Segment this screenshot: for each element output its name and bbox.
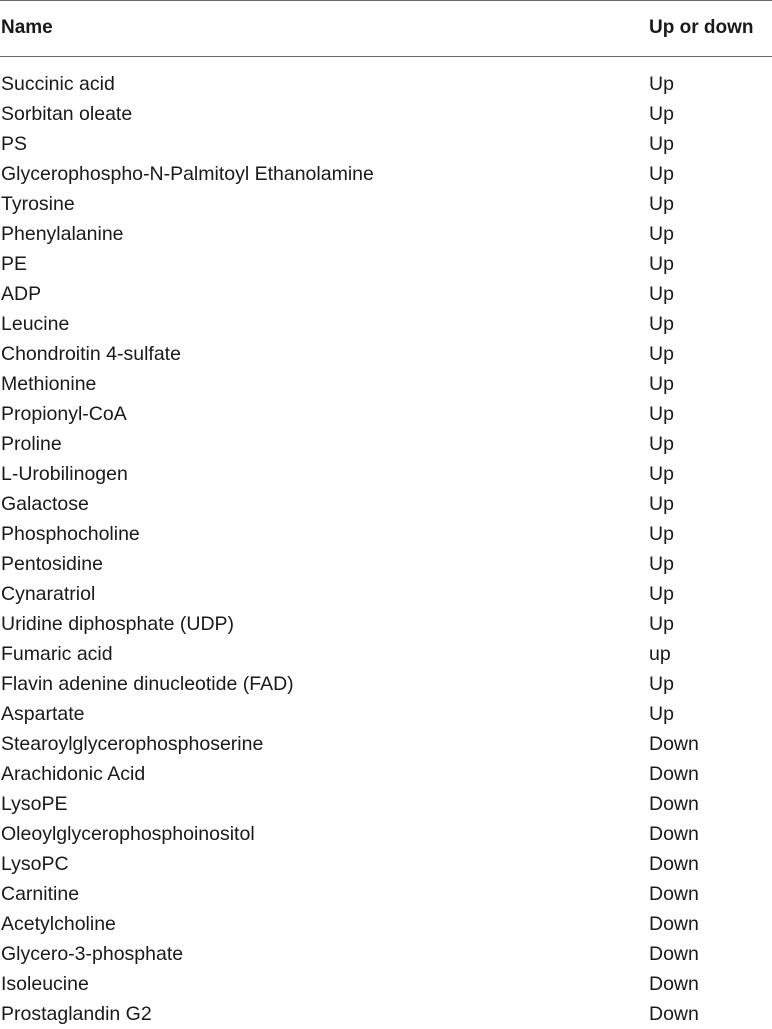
table-row — [0, 279, 772, 309]
cell-metabolite-name: L-Urobilinogen — [1, 463, 128, 485]
table-body — [0, 69, 772, 1029]
cell-metabolite-name: Acetylcholine — [1, 913, 116, 935]
cell-metabolite-name: Aspartate — [1, 703, 85, 725]
cell-regulation-direction: Up — [649, 283, 674, 305]
cell-regulation-direction: Up — [649, 613, 674, 635]
cell-metabolite-name: Isoleucine — [1, 973, 89, 995]
cell-metabolite-name: Cynaratriol — [1, 583, 96, 605]
cell-metabolite-name: LysoPC — [1, 853, 69, 875]
table-row — [0, 939, 772, 969]
cell-metabolite-name: Oleoylglycerophosphoinositol — [1, 823, 255, 845]
table-row — [0, 69, 772, 99]
cell-regulation-direction: Up — [649, 523, 674, 545]
cell-regulation-direction: Down — [649, 943, 699, 965]
table-row — [0, 159, 772, 189]
table-row — [0, 369, 772, 399]
cell-metabolite-name: Stearoylglycerophosphoserine — [1, 733, 264, 755]
cell-metabolite-name: Phosphocholine — [1, 523, 140, 545]
cell-metabolite-name: Tyrosine — [1, 193, 75, 215]
cell-regulation-direction: Up — [649, 223, 674, 245]
cell-metabolite-name: Sorbitan oleate — [1, 103, 133, 125]
cell-regulation-direction: Down — [649, 733, 699, 755]
cell-regulation-direction: Up — [649, 313, 674, 335]
cell-regulation-direction: Up — [649, 193, 674, 215]
table-row — [0, 759, 772, 789]
cell-regulation-direction: Up — [649, 673, 674, 695]
cell-regulation-direction: Up — [649, 373, 674, 395]
cell-regulation-direction: Up — [649, 163, 674, 185]
cell-metabolite-name: Succinic acid — [1, 73, 115, 95]
cell-regulation-direction: Down — [649, 763, 699, 785]
table-row — [0, 969, 772, 999]
cell-regulation-direction: Down — [649, 793, 699, 815]
cell-regulation-direction: Up — [649, 133, 674, 155]
cell-regulation-direction: Down — [649, 1003, 699, 1025]
table-header — [0, 0, 772, 56]
cell-regulation-direction: up — [649, 643, 671, 665]
table-row — [0, 219, 772, 249]
table-row — [0, 309, 772, 339]
cell-metabolite-name: Arachidonic Acid — [1, 763, 146, 785]
cell-regulation-direction: Up — [649, 103, 674, 125]
cell-metabolite-name: Carnitine — [1, 883, 80, 905]
cell-metabolite-name: PE — [1, 253, 28, 275]
cell-metabolite-name: Methionine — [1, 373, 97, 395]
table-row — [0, 879, 772, 909]
cell-regulation-direction: Up — [649, 73, 674, 95]
cell-metabolite-name: Leucine — [1, 313, 70, 335]
cell-regulation-direction: Up — [649, 583, 674, 605]
table-row — [0, 399, 772, 429]
table-row — [0, 249, 772, 279]
table-row — [0, 519, 772, 549]
cell-metabolite-name: Propionyl-CoA — [1, 403, 127, 425]
cell-regulation-direction: Down — [649, 823, 699, 845]
cell-metabolite-name: ADP — [1, 283, 42, 305]
table-row — [0, 189, 772, 219]
table-row — [0, 579, 772, 609]
cell-regulation-direction: Down — [649, 973, 699, 995]
table-row — [0, 669, 772, 699]
column-header-direction: Up or down — [649, 17, 754, 38]
cell-metabolite-name: Phenylalanine — [1, 223, 124, 245]
cell-regulation-direction: Up — [649, 433, 674, 455]
table-row — [0, 849, 772, 879]
cell-regulation-direction: Up — [649, 703, 674, 725]
cell-metabolite-name: Chondroitin 4-sulfate — [1, 343, 181, 365]
cell-metabolite-name: LysoPE — [1, 793, 68, 815]
cell-metabolite-name: Galactose — [1, 493, 89, 515]
column-header-name: Name — [1, 17, 53, 38]
cell-regulation-direction: Down — [649, 913, 699, 935]
table-row — [0, 789, 772, 819]
table-row — [0, 909, 772, 939]
table-row — [0, 609, 772, 639]
cell-metabolite-name: Uridine diphosphate (UDP) — [1, 613, 235, 635]
table-row — [0, 339, 772, 369]
cell-regulation-direction: Up — [649, 253, 674, 275]
cell-metabolite-name: Flavin adenine dinucleotide (FAD) — [1, 673, 294, 695]
table-row — [0, 429, 772, 459]
cell-regulation-direction: Up — [649, 493, 674, 515]
table-row — [0, 459, 772, 489]
table-row — [0, 489, 772, 519]
table-row — [0, 819, 772, 849]
cell-regulation-direction: Up — [649, 343, 674, 365]
cell-regulation-direction: Up — [649, 403, 674, 425]
cell-regulation-direction: Down — [649, 853, 699, 875]
table-row — [0, 699, 772, 729]
cell-metabolite-name: Pentosidine — [1, 553, 103, 575]
table-row — [0, 129, 772, 159]
cell-regulation-direction: Up — [649, 553, 674, 575]
table-row — [0, 639, 772, 669]
table-row — [0, 549, 772, 579]
cell-metabolite-name: Proline — [1, 433, 62, 455]
cell-regulation-direction: Down — [649, 883, 699, 905]
table-row — [0, 999, 772, 1029]
cell-metabolite-name: PS — [1, 133, 28, 155]
table-row — [0, 99, 772, 129]
cell-metabolite-name: Prostaglandin G2 — [1, 1003, 152, 1025]
cell-regulation-direction: Up — [649, 463, 674, 485]
table-row — [0, 729, 772, 759]
cell-metabolite-name: Glycero-3-phosphate — [1, 943, 184, 965]
cell-metabolite-name: Glycerophospho-N-Palmitoyl Ethanolamine — [1, 163, 374, 185]
cell-metabolite-name: Fumaric acid — [1, 643, 113, 665]
table-header-rule — [0, 56, 772, 57]
